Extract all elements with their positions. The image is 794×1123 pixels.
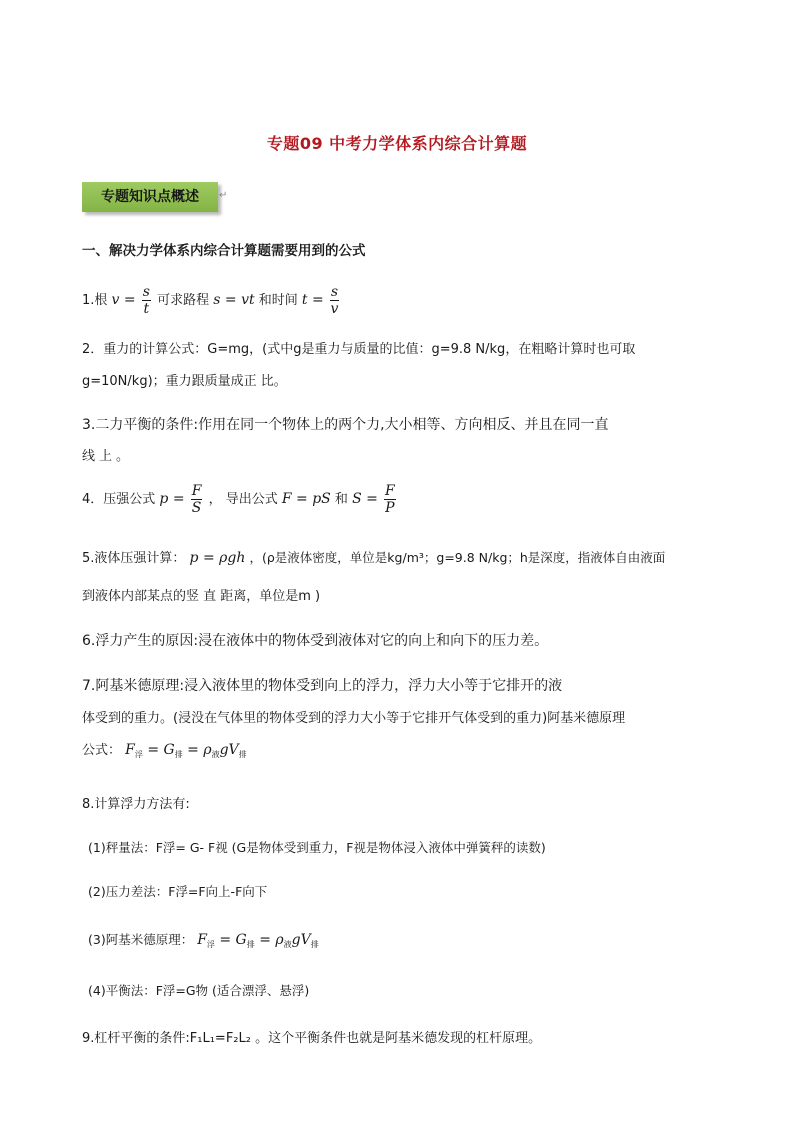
formula-p: p = <box>159 491 185 507</box>
section-badge: 专题知识点概述 <box>82 182 218 212</box>
item-5-line-2: 到液体内部某点的竖 直 距离，单位是m ) <box>82 589 321 604</box>
item-8-method-1: (1)秤量法：F浮= G- F视 (G是物体受到重力，F视是物体浸入液体中弹簧秤的读数) <box>88 840 546 855</box>
formula-F: F = pS <box>281 491 331 507</box>
fraction-s-t: $\frac{s}{t}$ <box>142 284 150 317</box>
fraction-F-S: $\frac{F}{S}$ <box>191 483 202 516</box>
page-title: 专题09 中考力学体系内综合计算题 <box>266 134 528 153</box>
formula-archimedes: $F_浮 = G_排 = \rho_液gV_排$ <box>125 742 247 759</box>
item-4: 4．压强公式 p = $\frac{F}{S}$ ， 导出公式 F = pS 和 S = $\frac{F}{P}$ <box>82 483 395 516</box>
item-5-line-1: 5.液体压强计算： p = ρgh ，(ρ是液体密度，单位是kg/m³；g=9.8 N/kg；h是深度，指液体自由液面 <box>82 550 666 566</box>
item-9: 9.杠杆平衡的条件:F₁L₁=F₂L₂ 。这个平衡条件也就是阿基米德发现的杠杆原理。 <box>82 1031 542 1046</box>
item-1-prefix: 1.根 <box>82 293 108 308</box>
item-3-line-1: 3.二力平衡的条件:作用在同一个物体上的两个力,大小相等、方向相反、并且在同一直 <box>82 417 609 433</box>
paragraph-mark: ↵ <box>219 190 228 201</box>
formula-v: v = <box>111 292 136 308</box>
item-7-line-2: 体受到的重力。(浸没在气体里的物体受到的浮力大小等于它排开气体受到的重力)阿基米德原理 <box>82 711 626 726</box>
fraction-F-P: $\frac{F}{P}$ <box>384 483 395 516</box>
formula-S: S = <box>352 491 378 507</box>
section-heading: 一、解决力学体系内综合计算题需要用到的公式 <box>82 243 366 259</box>
item-7-line-1: 7.阿基米德原理:浸入液体里的物体受到向上的浮力，浮力大小等于它排开的液 <box>82 678 563 694</box>
item-8-method-2: (2)压力差法：F浮=F向上-F向下 <box>88 884 268 899</box>
fraction-s-v: $\frac{s}{v}$ <box>330 284 339 317</box>
item-3-line-2: 线上。 <box>82 449 134 464</box>
formula-archimedes-2: $F_浮 = G_排 = \rho_液gV_排$ <box>197 932 319 949</box>
item-8-heading: 8.计算浮力方法有: <box>82 797 190 812</box>
item-2-line-1: 2．重力的计算公式：G=mg，(式中g是重力与质量的比值：g=9.8 N/kg，在粗略计算时也可取 <box>82 342 636 357</box>
formula-t: t = <box>301 292 324 308</box>
item-7-line-3: 公式： $F_浮 = G_排 = \rho_液gV_排$ <box>82 742 247 759</box>
item-8-method-4: (4)平衡法：F浮=G物 (适合漂浮、悬浮) <box>88 983 310 998</box>
item-8-method-3: (3)阿基米德原理： $F_浮 = G_排 = \rho_液gV_排$ <box>88 932 319 949</box>
item-6: 6.浮力产生的原因:浸在液体中的物体受到液体对它的向上和向下的压力差。 <box>82 633 549 649</box>
item-1: 1.根 v = $\frac{s}{t}$ 可求路程 s = vt 和时间 t = $\frac{s}{v}$ <box>82 284 339 317</box>
formula-s: s = vt <box>213 292 255 308</box>
item-2-line-2: g=10N/kg)；重力跟质量成正 比。 <box>82 374 287 389</box>
formula-pressure: p = ρgh <box>189 550 246 566</box>
